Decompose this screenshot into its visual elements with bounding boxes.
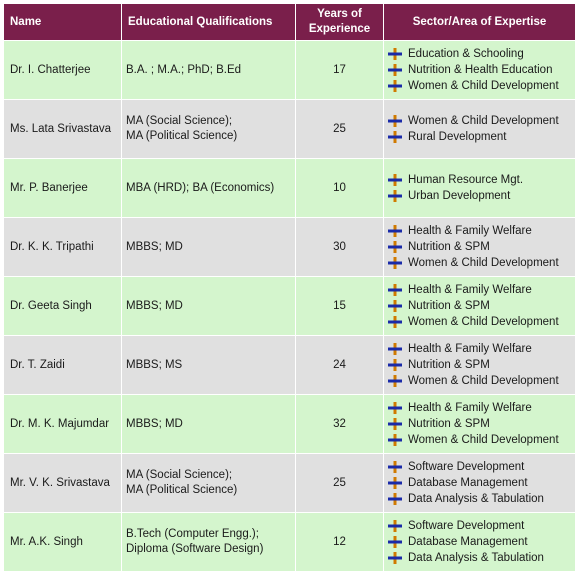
expertise-label: Nutrition & Health Education <box>408 64 553 76</box>
cell-name: Mr. A.K. Singh <box>4 513 122 572</box>
table-row <box>4 513 576 572</box>
cell-name: Mr. V. K. Srivastava <box>4 454 122 513</box>
expertise-label: Women & Child Development <box>408 316 559 328</box>
expertise-item <box>388 534 575 550</box>
cell-expertise <box>384 513 576 572</box>
expertise-item <box>388 341 575 357</box>
cell-years: 30 <box>296 218 384 277</box>
cell-expertise <box>384 454 576 513</box>
cell-qualifications <box>122 513 296 572</box>
bullet-icon <box>388 418 402 430</box>
bullet-icon <box>388 402 402 414</box>
expertise-item <box>388 239 575 255</box>
cell-qualifications <box>122 277 296 336</box>
expertise-label: Nutrition & SPM <box>408 359 490 371</box>
cell-expertise <box>384 277 576 336</box>
qualification-line: MA (Social Science); <box>126 469 233 481</box>
bullet-icon <box>388 493 402 505</box>
qualification-line: MBBS; MD <box>126 240 183 253</box>
expertise-item <box>388 113 575 129</box>
cell-expertise <box>384 336 576 395</box>
qualification-line: B.Tech (Computer Engg.); <box>126 528 259 540</box>
expertise-label: Nutrition & SPM <box>408 300 490 312</box>
cell-qualifications <box>122 454 296 513</box>
table-row <box>4 336 576 395</box>
expertise-label: Software Development <box>408 520 525 532</box>
header-name: Name <box>4 4 122 41</box>
expertise-item <box>388 518 575 534</box>
expertise-item <box>388 172 575 188</box>
expertise-item <box>388 78 575 94</box>
expertise-label: Software Development <box>408 461 525 473</box>
bullet-icon <box>388 131 402 143</box>
bullet-icon <box>388 343 402 355</box>
expertise-label: Urban Development <box>408 190 511 202</box>
header-years <box>296 4 384 41</box>
bullet-icon <box>388 461 402 473</box>
cell-years: 25 <box>296 100 384 159</box>
bullet-icon <box>388 520 402 532</box>
expertise-label: Health & Family Welfare <box>408 225 532 237</box>
bullet-icon <box>388 316 402 328</box>
expertise-item <box>388 491 575 507</box>
qualification-line: MA (Political Science) <box>126 484 238 496</box>
expertise-item <box>388 416 575 432</box>
cell-expertise <box>384 218 576 277</box>
cell-expertise <box>384 159 576 218</box>
table-row <box>4 159 576 218</box>
cell-qualifications <box>122 218 296 277</box>
expertise-label: Women & Child Development <box>408 115 559 127</box>
cell-expertise <box>384 41 576 100</box>
bullet-icon <box>388 80 402 92</box>
cell-name: Dr. I. Chatterjee <box>4 41 122 100</box>
header-expertise: Sector/Area of Expertise <box>384 4 576 41</box>
table-body <box>4 41 576 572</box>
experts-table <box>3 3 576 572</box>
expertise-item <box>388 62 575 78</box>
expertise-item <box>388 46 575 62</box>
cell-name: Mr. P. Banerjee <box>4 159 122 218</box>
expertise-item <box>388 314 575 330</box>
expertise-label: Data Analysis & Tabulation <box>408 552 544 564</box>
expertise-item <box>388 550 575 566</box>
expertise-label: Database Management <box>408 536 528 548</box>
expertise-label: Women & Child Development <box>408 257 559 269</box>
header-years-line1: Years of <box>317 8 362 20</box>
cell-expertise <box>384 100 576 159</box>
experts-table-wrapper <box>3 3 575 572</box>
expertise-item <box>388 432 575 448</box>
header-qualifications: Educational Qualifications <box>122 4 296 41</box>
expertise-item <box>388 223 575 239</box>
bullet-icon <box>388 257 402 269</box>
qualification-line: MBBS; MD <box>126 417 183 430</box>
bullet-icon <box>388 552 402 564</box>
expertise-item <box>388 475 575 491</box>
expertise-item <box>388 255 575 271</box>
cell-expertise <box>384 395 576 454</box>
bullet-icon <box>388 115 402 127</box>
bullet-icon <box>388 477 402 489</box>
bullet-icon <box>388 434 402 446</box>
cell-years: 32 <box>296 395 384 454</box>
qualification-line: MBA (HRD); BA (Economics) <box>126 181 275 194</box>
bullet-icon <box>388 190 402 202</box>
cell-years: 10 <box>296 159 384 218</box>
qualification-line: MA (Political Science) <box>126 130 238 142</box>
expertise-label: Health & Family Welfare <box>408 343 532 355</box>
header-row <box>4 4 576 41</box>
qualification-line: B.A. ; M.A.; PhD; B.Ed <box>126 63 242 76</box>
expertise-label: Women & Child Development <box>408 375 559 387</box>
cell-years: 24 <box>296 336 384 395</box>
expertise-label: Database Management <box>408 477 528 489</box>
cell-name: Ms. Lata Srivastava <box>4 100 122 159</box>
cell-name: Dr. T. Zaidi <box>4 336 122 395</box>
expertise-item <box>388 129 575 145</box>
bullet-icon <box>388 359 402 371</box>
bullet-icon <box>388 300 402 312</box>
bullet-icon <box>388 536 402 548</box>
expertise-item <box>388 400 575 416</box>
expertise-item <box>388 373 575 389</box>
expertise-label: Human Resource Mgt. <box>408 174 524 186</box>
qualification-line: Diploma (Software Design) <box>126 543 264 555</box>
cell-years: 15 <box>296 277 384 336</box>
cell-years: 25 <box>296 454 384 513</box>
qualification-line: MBBS; MD <box>126 299 183 312</box>
table-row <box>4 218 576 277</box>
cell-years: 12 <box>296 513 384 572</box>
cell-name: Dr. K. K. Tripathi <box>4 218 122 277</box>
expertise-item <box>388 459 575 475</box>
cell-name: Dr. M. K. Majumdar <box>4 395 122 454</box>
expertise-label: Women & Child Development <box>408 434 559 446</box>
cell-qualifications <box>122 336 296 395</box>
qualification-line: MA (Social Science); <box>126 115 233 127</box>
cell-years: 17 <box>296 41 384 100</box>
table-row <box>4 454 576 513</box>
expertise-label: Women & Child Development <box>408 80 559 92</box>
expertise-label: Data Analysis & Tabulation <box>408 493 544 505</box>
expertise-label: Nutrition & SPM <box>408 418 490 430</box>
header-years-line2: Experience <box>308 23 371 35</box>
table-row <box>4 395 576 454</box>
bullet-icon <box>388 284 402 296</box>
cell-qualifications <box>122 159 296 218</box>
bullet-icon <box>388 375 402 387</box>
table-row <box>4 277 576 336</box>
bullet-icon <box>388 174 402 186</box>
cell-name: Dr. Geeta Singh <box>4 277 122 336</box>
table-row <box>4 100 576 159</box>
bullet-icon <box>388 225 402 237</box>
bullet-icon <box>388 64 402 76</box>
bullet-icon <box>388 241 402 253</box>
qualification-line: MBBS; MS <box>126 358 183 371</box>
expertise-label: Nutrition & SPM <box>408 241 490 253</box>
expertise-label: Education & Schooling <box>408 48 524 60</box>
cell-qualifications <box>122 395 296 454</box>
cell-qualifications <box>122 100 296 159</box>
expertise-label: Rural Development <box>408 131 507 143</box>
table-header <box>4 4 576 41</box>
expertise-label: Health & Family Welfare <box>408 284 532 296</box>
expertise-item <box>388 357 575 373</box>
expertise-item <box>388 298 575 314</box>
bullet-icon <box>388 48 402 60</box>
expertise-item <box>388 188 575 204</box>
table-row <box>4 41 576 100</box>
expertise-item <box>388 282 575 298</box>
cell-qualifications <box>122 41 296 100</box>
expertise-label: Health & Family Welfare <box>408 402 532 414</box>
